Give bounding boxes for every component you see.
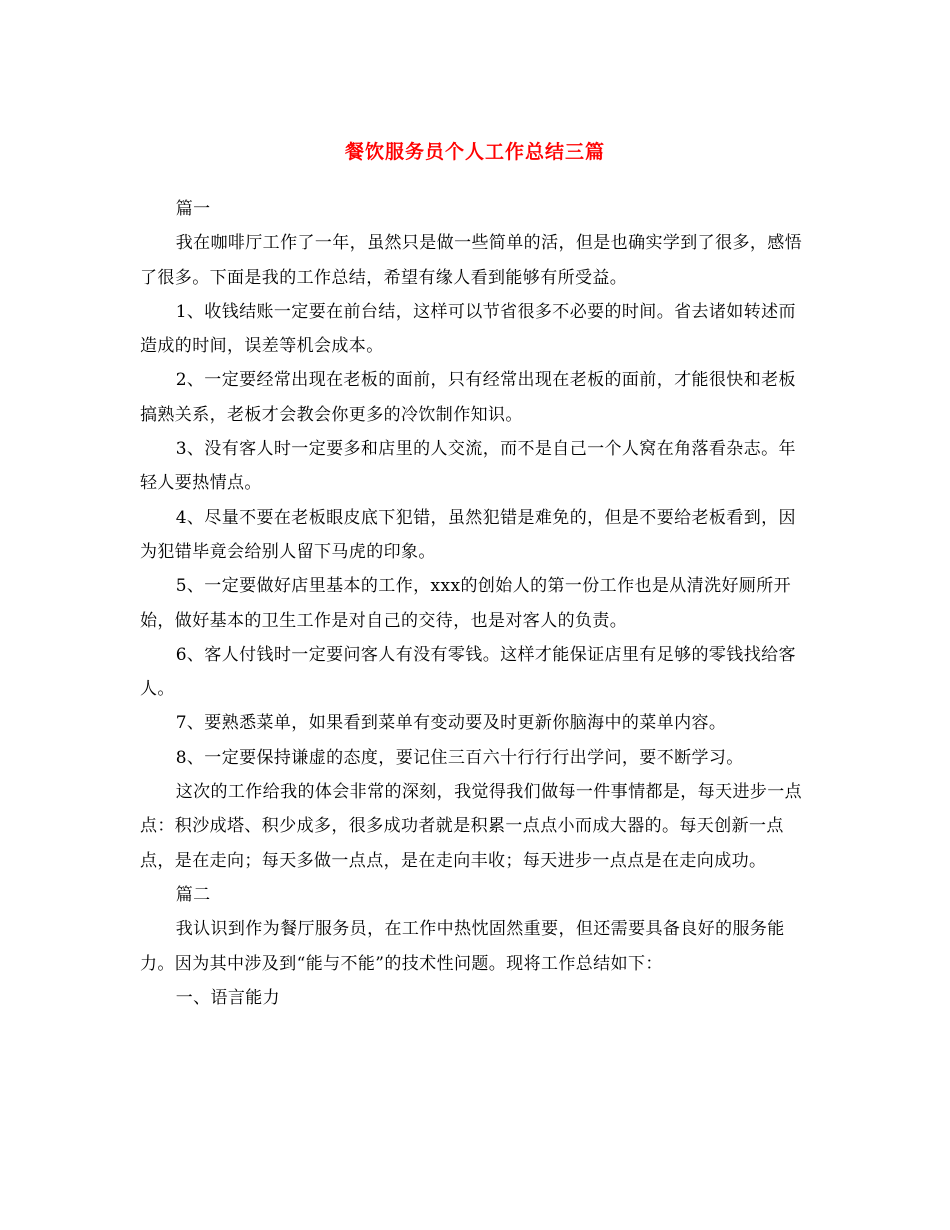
subheading: 一、语言能力	[175, 987, 281, 1008]
list-item: 6、客人付钱时一定要问客人有没有零钱。这样才能保证店里有足够的零钱找给客人。	[140, 644, 796, 700]
list-item: 7、要熟悉菜单，如果看到菜单有变动要及时更新你脑海中的菜单内容。	[175, 713, 727, 734]
section-heading-2: 篇二	[175, 884, 211, 905]
list-item: 8、一定要保持谦虚的态度，要记住三百六十行行行出学问，要不断学习。	[175, 747, 744, 768]
paragraph: 这次的工作给我的体会非常的深刻，我觉得我们做每一件事情都是，每天进步一点点：积沙成塔、积少成多，很多成功者就是积累一点点小而成大器的。每天创新一点点，是在走向；每天多做一点点，是在走向丰收；每天进步一点点是在走向成功。	[140, 782, 803, 871]
paragraph: 我认识到作为餐厅服务员，在工作中热忱固然重要，但还需要具备良好的服务能力。因为其中涉及到“能与不能”的技术性问题。现将工作总结如下：	[140, 919, 785, 974]
paragraph: 我在咖啡厅工作了一年，虽然只是做一些简单的活，但是也确实学到了很多，感悟了很多。下面是我的工作总结，希望有缘人看到能够有所受益。	[140, 233, 803, 288]
list-item: 1、收钱结账一定要在前台结，这样可以节省很多不必要的时间。省去诸如转述而造成的时间，误差等机会成本。	[140, 301, 796, 357]
document-title: 餐饮服务员个人工作总结三篇	[344, 141, 605, 163]
document-body	[140, 192, 812, 1015]
list-item: 3、没有客人时一定要多和店里的人交流，而不是自己一个人窝在角落看杂志。年轻人要热情点。	[140, 439, 796, 494]
list-item: 2、一定要经常出现在老板的面前，只有经常出现在老板的面前，才能很快和老板搞熟关系，老板才会教会你更多的冷饮制作知识。	[140, 370, 796, 425]
section-heading-1: 篇一	[175, 199, 211, 219]
list-item: 4、尽量不要在老板眼皮底下犯错，虽然犯错是难免的，但是不要给老板看到，因为犯错毕竟会给别人留下马虎的印象。	[140, 507, 796, 562]
list-item: 5、一定要做好店里基本的工作，xxx的创始人的第一份工作也是从清洗好厕所开始，做好基本的卫生工作是对自己的交待，也是对客人的负责。	[140, 576, 792, 631]
